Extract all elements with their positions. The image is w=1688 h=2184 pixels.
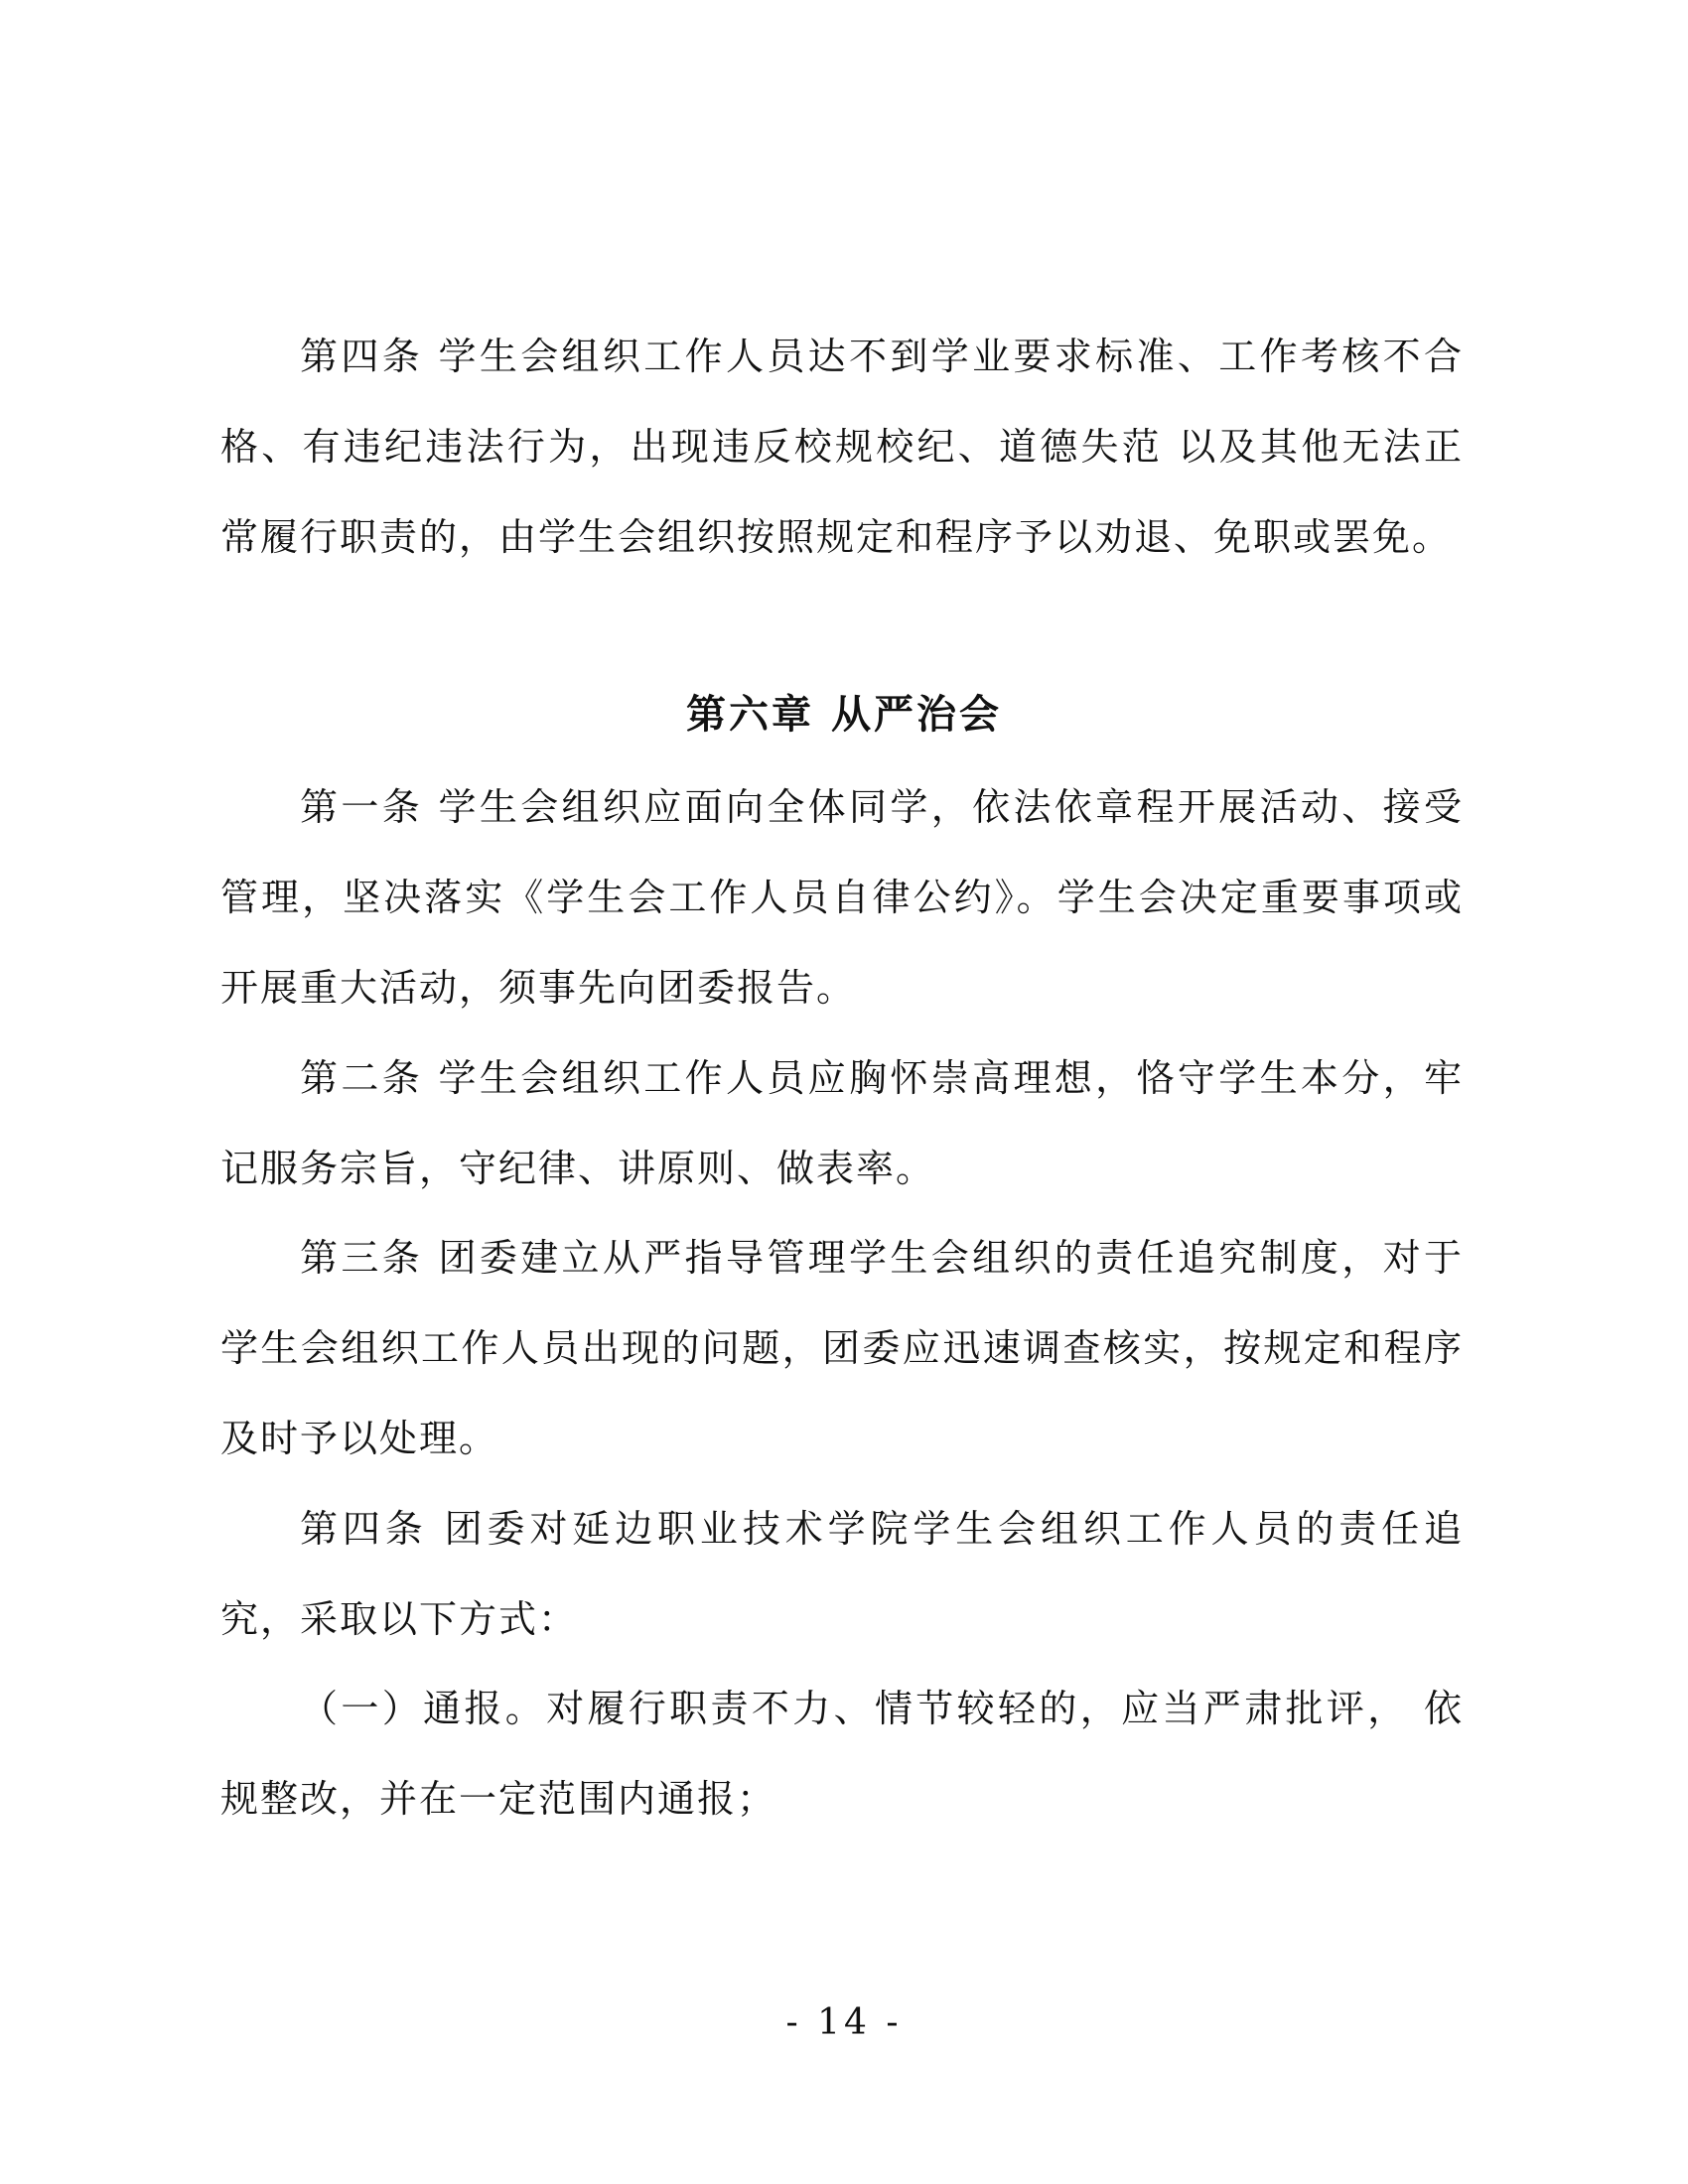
- article-paragraph: 第四条 团委对延边职业技术学院学生会组织工作人员的责任追究，采取以下方式：: [220, 1507, 1464, 1641]
- article-paragraph: 第三条 团委建立从严指导管理学生会组织的责任追究制度，对于学生会组织工作人员出现的问题，团委应迅速调查核实，按规定和程序及时予以处理。: [220, 1236, 1464, 1460]
- article-paragraph: 第二条 学生会组织工作人员应胸怀崇高理想，恪守学生本分，牢记服务宗旨，守纪律、讲原则、做表率。: [220, 1056, 1464, 1190]
- page-number: - 14 -: [785, 2002, 903, 2043]
- article-paragraph: 第一条 学生会组织应面向全体同学，依法依章程开展活动、接受管理，坚决落实《学生会工作人员自律公约》。学生会决定重要事项或开展重大活动，须事先向团委报告。: [220, 785, 1464, 1010]
- article-item-paragraph: （一）通报。对履行职责不力、情节较轻的，应当严肃批评， 依规整改，并在一定范围内通报；: [220, 1687, 1464, 1821]
- article-paragraph: 第四条 学生会组织工作人员达不到学业要求标准、工作考核不合格、有违纪违法行为，出现违反校规校纪、道德失范 以及其他无法正常履行职责的，由学生会组织按照规定和程序予以劝退、免职或罢免。: [220, 335, 1464, 559]
- chapter-title: 第六章 从严治会: [686, 692, 1002, 738]
